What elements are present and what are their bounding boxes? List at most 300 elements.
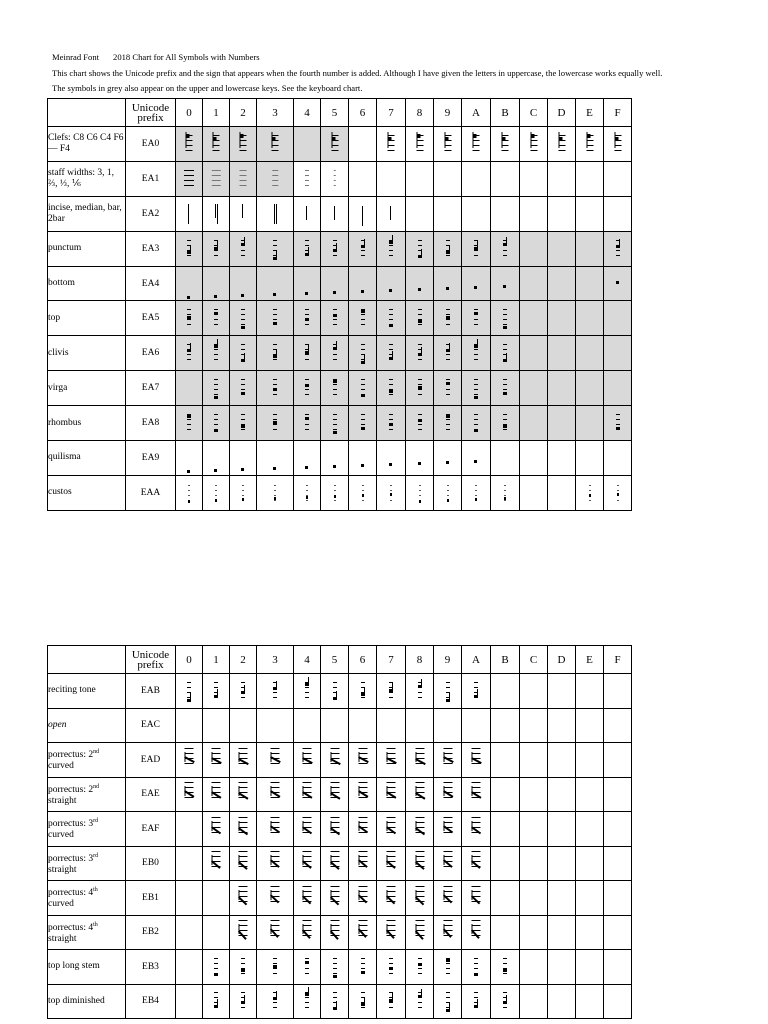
notehead <box>474 345 478 348</box>
staff-line <box>305 170 309 171</box>
staff-line <box>389 963 393 964</box>
glyph-mark <box>212 746 221 774</box>
staff-line <box>614 145 621 146</box>
row-prefix: EA0 <box>126 127 176 162</box>
staff-line <box>446 997 450 998</box>
staff-line <box>305 175 309 176</box>
notehead <box>187 316 191 319</box>
symbol-cell <box>520 846 548 881</box>
symbol-cell <box>257 161 294 196</box>
staff-line <box>305 389 309 390</box>
staff-line <box>616 255 620 256</box>
glyph-mark <box>305 306 309 330</box>
staff-line <box>474 958 478 959</box>
symbol-cell <box>257 266 294 301</box>
staff-line <box>305 185 309 186</box>
staff-line <box>239 851 248 852</box>
symbol-cell <box>257 441 294 476</box>
symbol-cell <box>520 336 548 371</box>
symbol-cell <box>377 301 406 336</box>
staff-line <box>415 891 424 892</box>
digit-header: B <box>491 99 520 127</box>
symbol-cell <box>604 161 632 196</box>
staff-line <box>241 429 245 430</box>
staff-line <box>389 384 393 385</box>
stem <box>449 693 450 699</box>
symbol-cell <box>349 371 377 406</box>
symbol-cell <box>294 161 321 196</box>
glyph-mark <box>331 132 338 156</box>
staff-line <box>446 429 450 430</box>
stem <box>239 855 240 865</box>
symbol-cell <box>349 950 377 985</box>
staff-line <box>305 968 309 969</box>
staff-line <box>330 817 339 818</box>
glyph-mark <box>187 411 191 435</box>
glyph-mark <box>333 376 337 400</box>
staff-line <box>273 344 277 345</box>
stem <box>212 855 213 865</box>
glyph-mark <box>186 132 193 156</box>
symbol-cell <box>604 984 632 1019</box>
symbol-cell <box>321 301 349 336</box>
symbol-cell <box>321 708 349 743</box>
glyph-mark <box>214 341 218 365</box>
staff-line <box>273 958 277 959</box>
staff-line <box>331 135 338 136</box>
staff-line <box>614 135 621 136</box>
staff-line <box>274 485 276 486</box>
symbol-cell <box>349 881 377 916</box>
staff-line <box>333 359 337 360</box>
staff-line <box>472 817 481 818</box>
stem <box>276 991 277 997</box>
glyph-mark <box>330 780 339 808</box>
stem <box>364 239 365 245</box>
staff-line <box>273 240 277 241</box>
row-prefix: EAC <box>126 708 176 743</box>
glyph-mark <box>617 482 619 504</box>
staff-line <box>472 782 481 783</box>
stem <box>239 924 240 934</box>
row-prefix: EAD <box>126 743 176 778</box>
glyph-mark <box>415 884 424 912</box>
staff-line <box>474 309 478 310</box>
symbol-cell <box>321 950 349 985</box>
symbol-cell <box>548 231 576 266</box>
symbol-cell <box>462 846 491 881</box>
staff-line <box>273 419 277 420</box>
staff-line <box>213 145 220 146</box>
staff-line <box>358 782 367 783</box>
glyph-mark <box>475 482 477 504</box>
staff-line <box>273 309 277 310</box>
symbol-cell <box>406 777 434 812</box>
digit-header: 9 <box>434 99 462 127</box>
staff-line <box>418 1007 422 1008</box>
symbol-cell <box>294 406 321 441</box>
table-row <box>48 301 632 336</box>
notehead <box>241 359 245 362</box>
symbol-cell <box>406 881 434 916</box>
symbol-cell <box>294 475 321 510</box>
glyph-mark <box>214 411 218 435</box>
symbol-cell <box>604 846 632 881</box>
staff-line <box>184 175 194 176</box>
symbol-cell <box>257 950 294 985</box>
symbol-cell <box>520 231 548 266</box>
staff-line <box>214 687 218 688</box>
stem <box>449 343 450 349</box>
symbol-cell <box>491 441 520 476</box>
symbol-cell <box>294 812 321 847</box>
glyph-mark <box>271 849 280 877</box>
table-row <box>48 441 632 476</box>
staff-line <box>303 856 312 857</box>
glyph-mark <box>446 272 450 296</box>
digit-header: F <box>604 646 632 674</box>
symbol-cell <box>176 336 203 371</box>
staff-line <box>387 782 396 783</box>
staff-line <box>389 697 393 698</box>
staff-line <box>212 817 221 818</box>
digit-header: 8 <box>406 99 434 127</box>
staff-line <box>271 920 280 921</box>
symbol-cell <box>176 812 203 847</box>
glyph-mark <box>474 446 478 470</box>
staff-line <box>446 354 450 355</box>
notehead <box>389 289 392 292</box>
staff-line <box>333 992 337 993</box>
staff-line <box>187 424 191 425</box>
staff-line <box>333 170 336 171</box>
glyph-mark <box>187 679 191 703</box>
staff-line <box>188 485 190 486</box>
symbol-cell <box>576 336 604 371</box>
glyph-mark <box>212 167 221 191</box>
symbol-cell <box>377 777 406 812</box>
staff-line <box>474 389 478 390</box>
staff-line <box>214 958 218 959</box>
staff-line <box>239 787 248 788</box>
row-label: incise, median, bar, 2bar <box>48 196 126 231</box>
stem <box>212 821 213 831</box>
staff-line <box>447 485 449 486</box>
glyph-mark <box>504 482 506 504</box>
symbol-cell <box>434 777 462 812</box>
staff-line <box>358 920 367 921</box>
symbol-cell <box>203 777 230 812</box>
notehead <box>187 415 191 418</box>
notehead <box>273 997 277 1000</box>
notehead <box>273 388 277 391</box>
symbol-cell <box>203 950 230 985</box>
staff-line <box>362 500 364 501</box>
staff-line <box>418 344 422 345</box>
staff-line <box>447 495 449 496</box>
symbol-cell <box>377 881 406 916</box>
staff-line <box>446 968 450 969</box>
stem <box>358 821 359 831</box>
stem <box>443 855 444 865</box>
staff-line <box>589 485 591 486</box>
stem <box>330 821 331 831</box>
staff-line <box>503 963 507 964</box>
clef-stem <box>444 132 445 148</box>
staff-line <box>415 787 424 788</box>
notehead <box>305 253 309 256</box>
glyph-mark <box>305 167 309 191</box>
staff-line <box>241 314 245 315</box>
staff-line <box>503 379 507 380</box>
staff-line <box>214 963 218 964</box>
symbol-cell <box>520 127 548 162</box>
symbol-cell <box>434 812 462 847</box>
staff-line <box>586 140 593 141</box>
stem <box>336 691 337 697</box>
notehead <box>187 349 191 352</box>
staff-line <box>446 963 450 964</box>
symbol-cell <box>491 266 520 301</box>
glyph-mark <box>362 482 364 504</box>
digit-header: 1 <box>203 99 230 127</box>
notehead <box>241 468 244 471</box>
staff-line <box>443 920 452 921</box>
symbol-cell <box>203 743 230 778</box>
notehead <box>305 351 309 354</box>
stem <box>477 999 478 1005</box>
font-name: Meinrad Font <box>52 52 100 62</box>
staff-line <box>415 782 424 783</box>
stem <box>303 752 304 762</box>
staff-line <box>503 324 507 325</box>
symbol-cell <box>377 371 406 406</box>
staff-line <box>503 414 507 415</box>
symbol-cell <box>462 301 491 336</box>
stem <box>415 855 416 865</box>
staff-line <box>389 1007 393 1008</box>
staff-line <box>333 968 337 969</box>
glyph-mark <box>446 989 450 1013</box>
symbol-cell <box>257 984 294 1019</box>
staff-line <box>212 180 221 181</box>
staff-line <box>361 314 365 315</box>
staff-line <box>614 150 621 151</box>
glyph-mark <box>239 884 248 912</box>
symbol-cell <box>462 371 491 406</box>
symbol-cell <box>434 743 462 778</box>
symbol-cell <box>377 127 406 162</box>
staff-line <box>443 925 452 926</box>
symbol-cell <box>434 984 462 1019</box>
staff-line <box>474 324 478 325</box>
symbol-cell <box>176 301 203 336</box>
notehead <box>333 431 337 434</box>
staff-line <box>242 485 244 486</box>
symbol-cell <box>349 846 377 881</box>
symbol-cell <box>604 812 632 847</box>
glyph-mark <box>273 376 277 400</box>
staff-line <box>303 925 312 926</box>
symbol-cell <box>349 708 377 743</box>
glyph-mark <box>187 446 191 470</box>
staff-line <box>418 973 422 974</box>
digit-header: 7 <box>377 646 406 674</box>
custos-mark <box>504 497 506 500</box>
glyph-mark <box>271 780 280 808</box>
notehead <box>333 347 337 350</box>
stem <box>392 683 393 689</box>
row-prefix: EA5 <box>126 301 176 336</box>
row-label: virga <box>48 371 126 406</box>
staff-line <box>358 763 367 764</box>
stem <box>358 855 359 865</box>
staff-line <box>303 891 312 892</box>
glyph-mark <box>389 306 393 330</box>
symbol-cell <box>321 743 349 778</box>
symbol-cell <box>548 777 576 812</box>
symbol-cell <box>462 915 491 950</box>
symbol-cell <box>491 950 520 985</box>
notehead <box>446 287 449 290</box>
notehead <box>474 396 478 399</box>
symbol-cell <box>406 950 434 985</box>
symbol-cell <box>406 301 434 336</box>
clef-stem <box>586 132 587 148</box>
symbol-cell <box>576 674 604 709</box>
stem <box>276 251 277 257</box>
staff-line <box>474 424 478 425</box>
symbol-cell <box>377 950 406 985</box>
staff-line <box>416 140 423 141</box>
glyph-mark <box>446 341 450 365</box>
corner-cell <box>48 99 126 127</box>
staff-line <box>274 500 276 501</box>
staff-line <box>186 140 193 141</box>
staff-line <box>272 135 279 136</box>
symbol-cell <box>576 371 604 406</box>
symbol-cell <box>548 336 576 371</box>
notehead <box>389 357 393 360</box>
glyph-mark <box>333 272 337 296</box>
staff-line <box>241 682 245 683</box>
symbol-cell <box>321 161 349 196</box>
staff-line <box>474 419 478 420</box>
glyph-mark <box>273 411 277 435</box>
symbol-cell <box>604 777 632 812</box>
notehead <box>305 292 308 295</box>
symbol-cell <box>548 950 576 985</box>
staff-line <box>274 490 276 491</box>
staff-line <box>303 753 312 754</box>
staff-line <box>213 135 220 136</box>
staff-line <box>273 384 277 385</box>
symbol-cell <box>294 777 321 812</box>
staff-line <box>415 925 424 926</box>
glyph-mark <box>389 989 393 1013</box>
staff-line <box>214 394 218 395</box>
custos-mark <box>362 494 364 497</box>
glyph-mark <box>389 446 393 470</box>
symbol-cell <box>462 984 491 1019</box>
stem <box>244 685 245 691</box>
staff-line <box>387 822 396 823</box>
glyph-mark <box>239 780 248 808</box>
symbol-cell <box>377 846 406 881</box>
porrectus-stroke <box>329 758 340 765</box>
staff-line <box>273 424 277 425</box>
symbol-cell <box>406 812 434 847</box>
clef-stem <box>558 132 559 148</box>
glyph-mark <box>616 237 620 261</box>
staff-line <box>271 925 280 926</box>
symbol-cell <box>294 371 321 406</box>
staff-line <box>474 968 478 969</box>
staff-line <box>617 490 619 491</box>
staff-line <box>443 787 452 788</box>
staff-line <box>361 344 365 345</box>
row-prefix: EAF <box>126 812 176 847</box>
staff-line <box>330 925 339 926</box>
staff-line <box>330 920 339 921</box>
symbol-cell <box>294 984 321 1019</box>
glyph-mark <box>330 746 339 774</box>
staff-line <box>212 856 221 857</box>
staff-line <box>474 997 478 998</box>
stem <box>477 241 478 247</box>
symbol-cell <box>576 743 604 778</box>
staff-line <box>333 419 337 420</box>
row-prefix: EA3 <box>126 231 176 266</box>
staff-line <box>389 419 393 420</box>
notehead <box>446 959 450 962</box>
staff-line <box>362 490 364 491</box>
staff-line <box>330 748 339 749</box>
notehead <box>474 286 477 289</box>
clef-stem <box>213 132 214 148</box>
glyph-mark <box>333 306 337 330</box>
table-row <box>48 475 632 510</box>
symbol-cell <box>176 266 203 301</box>
table-row <box>48 127 632 162</box>
symbol-cell <box>434 231 462 266</box>
notehead <box>241 243 245 246</box>
notehead <box>361 427 365 430</box>
symbol-cell <box>349 475 377 510</box>
symbol-cell <box>294 674 321 709</box>
symbol-cell <box>462 743 491 778</box>
row-prefix: EA6 <box>126 336 176 371</box>
glyph-mark <box>415 815 424 843</box>
staff-line <box>418 697 422 698</box>
staff-line <box>361 424 365 425</box>
staff-line <box>530 150 537 151</box>
symbol-cell <box>462 441 491 476</box>
staff-line <box>446 973 450 974</box>
symbol-cell <box>604 266 632 301</box>
notehead <box>389 324 393 327</box>
staff-line <box>474 359 478 360</box>
table-row <box>48 336 632 371</box>
glyph-mark <box>358 849 367 877</box>
staff-line <box>187 419 191 420</box>
row-label: open <box>48 708 126 743</box>
staff-line <box>361 384 365 385</box>
staff-line <box>389 309 393 310</box>
custos-mark <box>390 493 392 496</box>
notehead <box>214 469 217 472</box>
bar-line <box>242 204 243 218</box>
